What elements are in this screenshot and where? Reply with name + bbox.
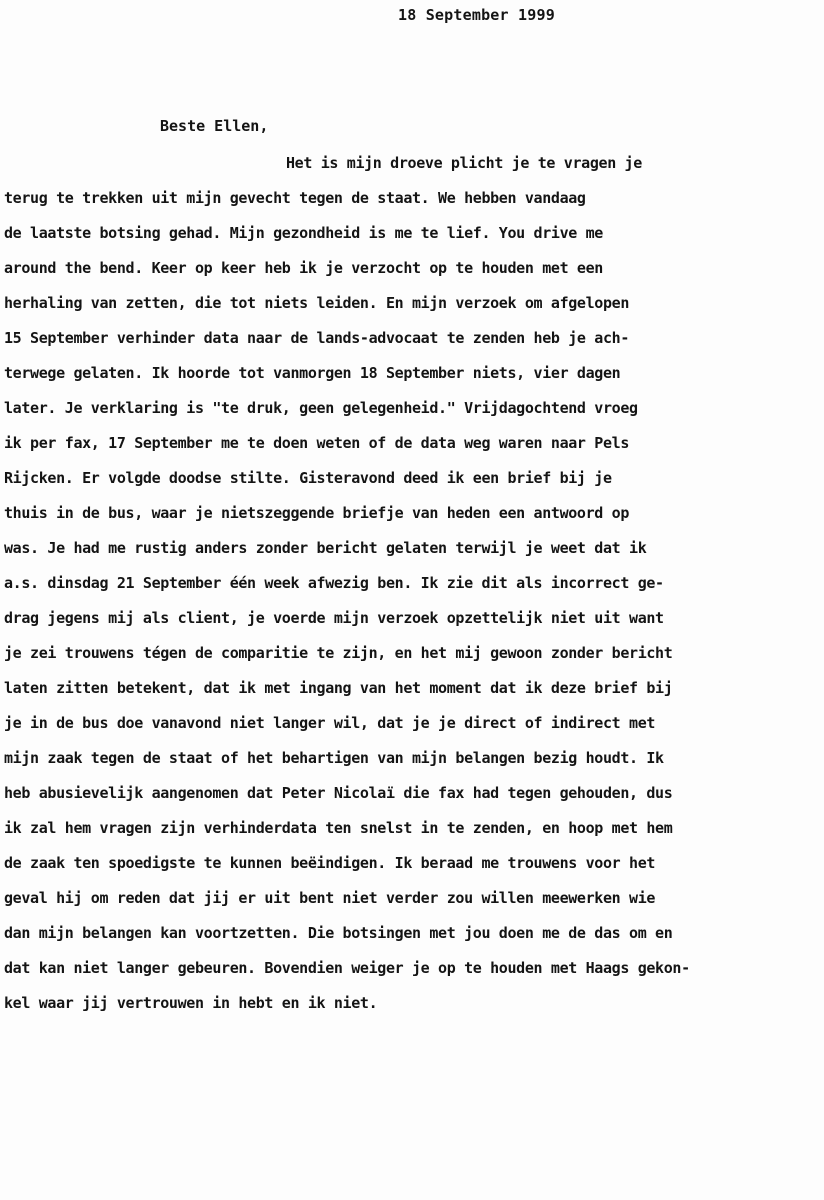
letter-body [4, 146, 820, 1021]
body-line: ik per fax, 17 September me te doen weten of de data weg waren naar Pels [4, 434, 630, 452]
body-line: drag jegens mij als client, je voerde mijn verzoek opzettelijk niet uit want [4, 609, 664, 627]
body-line: dat kan niet langer gebeuren. Bovendien weiger je op te houden met Haags gekon- [4, 959, 690, 977]
body-line: de zaak ten spoedigste te kunnen beëindigen. Ik beraad me trouwens voor het [4, 854, 656, 872]
body-line: heb abusievelijk aangenomen dat Peter Nicolaï die fax had tegen gehouden, dus [4, 784, 673, 802]
body-line: terwege gelaten. Ik hoorde tot vanmorgen 18 September niets, vier dagen [4, 364, 621, 382]
body-line: kel waar jij vertrouwen in hebt en ik niet. [4, 994, 378, 1012]
body-line: thuis in de bus, waar je nietszeggende briefje van heden een antwoord op [4, 504, 630, 522]
body-line: herhaling van zetten, die tot niets leiden. En mijn verzoek om afgelopen [4, 294, 630, 312]
body-line: je in de bus doe vanavond niet langer wil, dat je je direct of indirect met [4, 714, 656, 732]
body-line: Rijcken. Er volgde doodse stilte. Gisteravond deed ik een brief bij je [4, 469, 612, 487]
body-line: terug te trekken uit mijn gevecht tegen de staat. We hebben vandaag [4, 189, 586, 207]
letter-date: 18 September 1999 [398, 6, 555, 24]
body-line: was. Je had me rustig anders zonder bericht gelaten terwijl je weet dat ik [4, 539, 647, 557]
body-line: around the bend. Keer op keer heb ik je verzocht op te houden met een [4, 259, 603, 277]
body-line: geval hij om reden dat jij er uit bent niet verder zou willen meewerken wie [4, 889, 656, 907]
body-line: laten zitten betekent, dat ik met ingang van het moment dat ik deze brief bij [4, 679, 673, 697]
body-line: mijn zaak tegen de staat of het behartigen van mijn belangen bezig houdt. Ik [4, 749, 664, 767]
body-line: dan mijn belangen kan voortzetten. Die botsingen met jou doen me de das om en [4, 924, 673, 942]
salutation: Beste Ellen, [160, 117, 269, 135]
body-line: Het is mijn droeve plicht je te vragen je [286, 154, 642, 172]
body-line: je zei trouwens tégen de comparitie te zijn, en het mij gewoon zonder bericht [4, 644, 673, 662]
body-line: de laatste botsing gehad. Mijn gezondheid is me te lief. You drive me [4, 224, 603, 242]
body-line: ik zal hem vragen zijn verhinderdata ten snelst in te zenden, en hoop met hem [4, 819, 673, 837]
body-line: 15 September verhinder data naar de lands-advocaat te zenden heb je ach- [4, 329, 630, 347]
body-line: a.s. dinsdag 21 September één week afwezig ben. Ik zie dit als incorrect ge- [4, 574, 664, 592]
body-line: later. Je verklaring is "te druk, geen gelegenheid." Vrijdagochtend vroeg [4, 399, 638, 417]
